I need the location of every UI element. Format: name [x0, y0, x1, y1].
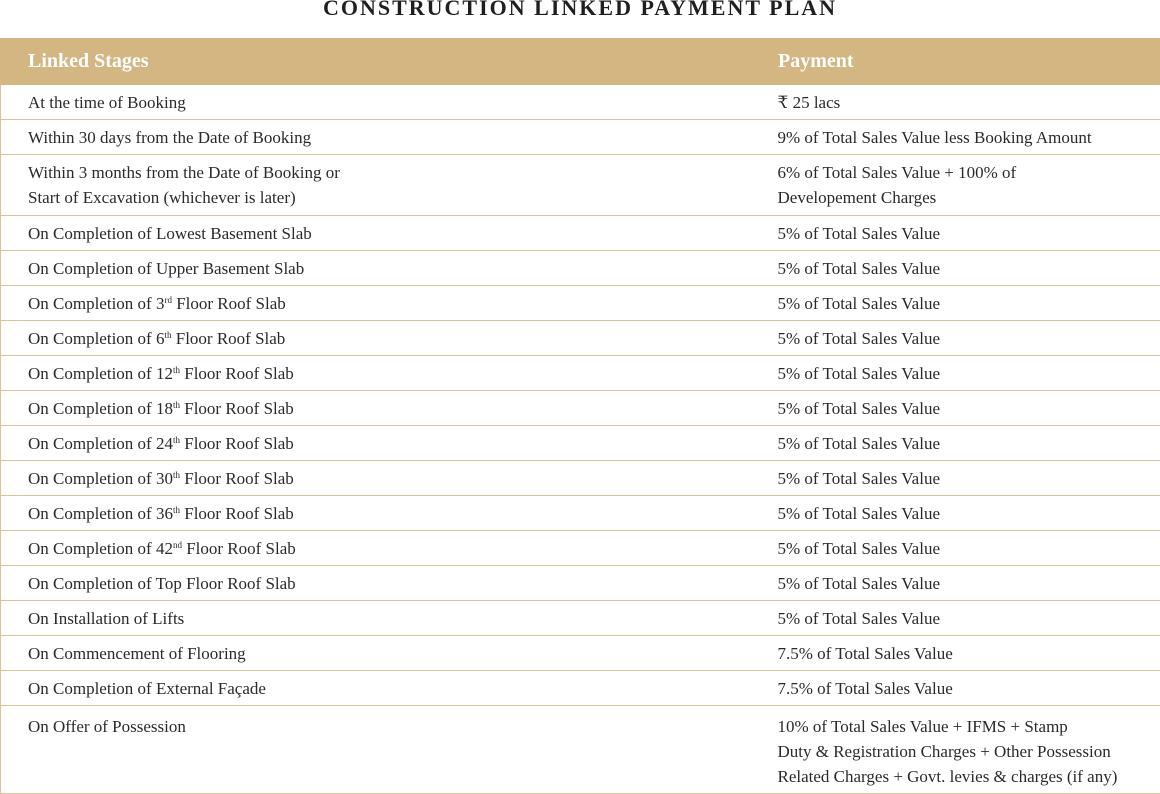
payment-cell: [751, 85, 1160, 120]
table-row: [1, 601, 1160, 636]
table-row: [1, 356, 1160, 391]
payment-text: ₹ 25 lacs: [778, 93, 841, 112]
table-row: [1, 391, 1160, 426]
stage-cell: [1, 120, 751, 155]
table-row: [1, 251, 1160, 286]
stage-cell: [1, 85, 751, 120]
stage-text-rest: Floor Roof Slab: [172, 294, 286, 313]
table-row: [1, 636, 1160, 671]
table-header-row: [1, 38, 1160, 85]
payment-cell: [751, 706, 1160, 794]
payment-text: 7.5% of Total Sales Value: [778, 644, 953, 663]
table-body: [1, 85, 1160, 794]
payment-cell: [751, 531, 1160, 566]
table-row: [1, 85, 1160, 120]
stage-text: On Completion of 6: [28, 329, 164, 348]
payment-cell: [751, 321, 1160, 356]
ordinal-suffix: nd: [173, 540, 182, 550]
stage-text: On Completion of 42: [28, 539, 173, 558]
stage-cell: [1, 251, 751, 286]
payment-cell: [751, 286, 1160, 321]
stage-cell: [1, 286, 751, 321]
stage-text: On Completion of 36: [28, 504, 173, 523]
stage-text: On Completion of Upper Basement Slab: [28, 259, 304, 278]
stage-text: On Completion of 3: [28, 294, 164, 313]
table-row: [1, 706, 1160, 794]
stage-cell: [1, 706, 751, 794]
ordinal-suffix: th: [173, 365, 180, 375]
stage-cell: [1, 496, 751, 531]
payment-cell: [751, 461, 1160, 496]
payment-cell: [751, 636, 1160, 671]
payment-text: 5% of Total Sales Value: [778, 294, 941, 313]
stage-cell: [1, 671, 751, 706]
table-row: [1, 286, 1160, 321]
table-row: [1, 671, 1160, 706]
ordinal-suffix: th: [164, 330, 171, 340]
table-row: [1, 531, 1160, 566]
payment-text: 5% of Total Sales Value: [778, 434, 941, 453]
stage-text: On Installation of Lifts: [28, 609, 184, 628]
stage-cell: [1, 391, 751, 426]
stage-cell: [1, 321, 751, 356]
payment-text: 10% of Total Sales Value + IFMS + Stamp Duty & Registration Charges + Other Possession Related Charges + Govt. levies & charges (if any): [778, 717, 1118, 786]
page-title: CONSTRUCTION LINKED PAYMENT PLAN: [0, 0, 1160, 22]
payment-text: 5% of Total Sales Value: [778, 364, 941, 383]
table-row: [1, 426, 1160, 461]
table-row: [1, 461, 1160, 496]
stage-text-rest: Floor Roof Slab: [182, 539, 296, 558]
payment-text: 5% of Total Sales Value: [778, 399, 941, 418]
stage-cell: [1, 461, 751, 496]
payment-text: 5% of Total Sales Value: [778, 609, 941, 628]
payment-text: 5% of Total Sales Value: [778, 329, 941, 348]
stage-text: On Completion of 30: [28, 469, 173, 488]
column-header-payment: Payment: [751, 38, 1160, 85]
payment-text: 5% of Total Sales Value: [778, 224, 941, 243]
payment-plan-table: [0, 38, 1160, 794]
payment-cell: [751, 391, 1160, 426]
stage-text: On Offer of Possession: [28, 717, 186, 736]
payment-cell: [751, 216, 1160, 251]
stage-cell: [1, 636, 751, 671]
stage-cell: [1, 216, 751, 251]
payment-text: 5% of Total Sales Value: [778, 259, 941, 278]
stage-text-rest: Floor Roof Slab: [180, 469, 294, 488]
payment-cell: [751, 671, 1160, 706]
table-row: [1, 120, 1160, 155]
ordinal-suffix: th: [173, 470, 180, 480]
stage-text: On Completion of External Façade: [28, 679, 266, 698]
ordinal-suffix: rd: [164, 295, 172, 305]
column-header-stage: Linked Stages: [1, 38, 751, 85]
stage-text-rest: Floor Roof Slab: [180, 434, 294, 453]
table-row: [1, 155, 1160, 216]
stage-text: On Completion of Lowest Basement Slab: [28, 224, 312, 243]
stage-cell: [1, 601, 751, 636]
stage-text: Within 3 months from the Date of Booking or Start of Excavation (whichever is later): [28, 163, 340, 207]
payment-cell: [751, 120, 1160, 155]
stage-text-rest: Floor Roof Slab: [171, 329, 285, 348]
stage-text: On Completion of 24: [28, 434, 173, 453]
payment-cell: [751, 566, 1160, 601]
stage-text: On Completion of Top Floor Roof Slab: [28, 574, 296, 593]
stage-text: At the time of Booking: [28, 93, 186, 112]
stage-cell: [1, 566, 751, 601]
payment-text: 5% of Total Sales Value: [778, 469, 941, 488]
table-row: [1, 321, 1160, 356]
stage-cell: [1, 155, 751, 216]
stage-cell: [1, 426, 751, 461]
payment-text: 6% of Total Sales Value + 100% of Developement Charges: [778, 163, 1017, 207]
stage-text-rest: Floor Roof Slab: [180, 364, 294, 383]
table-row: [1, 566, 1160, 601]
payment-text: 5% of Total Sales Value: [778, 574, 941, 593]
stage-cell: [1, 531, 751, 566]
payment-text: 9% of Total Sales Value less Booking Amount: [778, 128, 1092, 147]
payment-cell: [751, 496, 1160, 531]
payment-text: 5% of Total Sales Value: [778, 504, 941, 523]
payment-text: 5% of Total Sales Value: [778, 539, 941, 558]
table-row: [1, 216, 1160, 251]
payment-cell: [751, 426, 1160, 461]
ordinal-suffix: th: [173, 435, 180, 445]
table-row: [1, 496, 1160, 531]
stage-text: Within 30 days from the Date of Booking: [28, 128, 311, 147]
stage-cell: [1, 356, 751, 391]
stage-text-rest: Floor Roof Slab: [180, 399, 294, 418]
payment-cell: [751, 601, 1160, 636]
payment-text: 7.5% of Total Sales Value: [778, 679, 953, 698]
ordinal-suffix: th: [173, 505, 180, 515]
payment-cell: [751, 155, 1160, 216]
stage-text-rest: Floor Roof Slab: [180, 504, 294, 523]
stage-text: On Commencement of Flooring: [28, 644, 246, 663]
ordinal-suffix: th: [173, 400, 180, 410]
payment-cell: [751, 251, 1160, 286]
payment-cell: [751, 356, 1160, 391]
stage-text: On Completion of 18: [28, 399, 173, 418]
stage-text: On Completion of 12: [28, 364, 173, 383]
